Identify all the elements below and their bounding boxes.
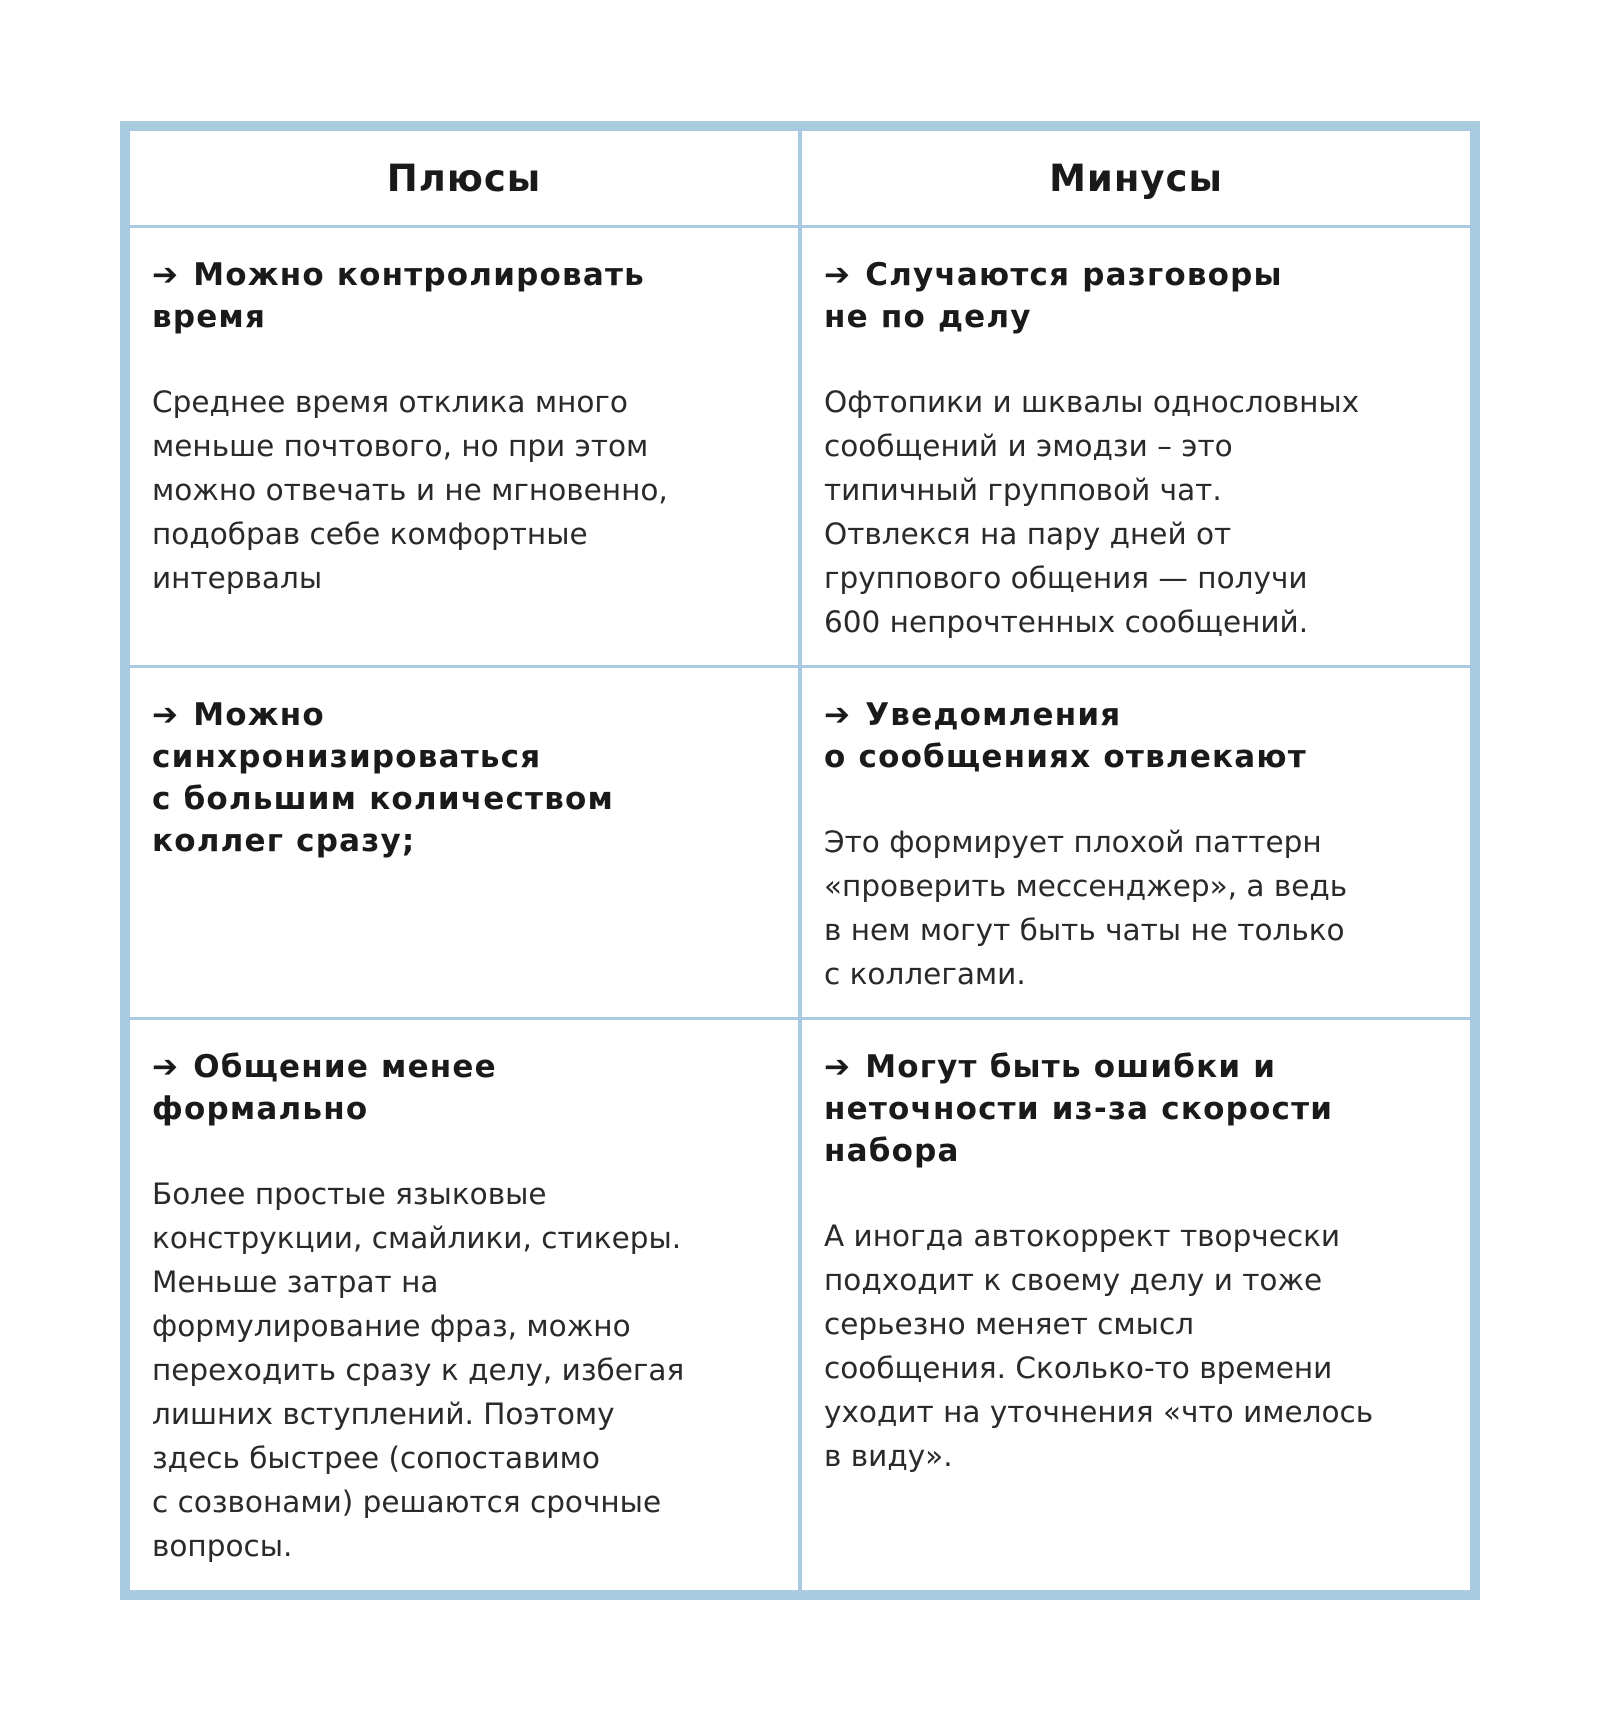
pro-cell-2: [130, 668, 798, 1017]
pro-title-1: [152, 254, 778, 338]
pro-text-3: Более простые языковые конструкции, смайлики, стикеры. Меньше затрат на формулирование фраз, можно переходить сразу к делу, избегая лишних вступлений. Поэтому здесь быстрее (сопоставимо с созвонами) решаются срочные вопросы.: [152, 1177, 685, 1563]
con-title-2: [824, 694, 1450, 778]
pro-title-3: [152, 1046, 778, 1130]
con-title-1: [824, 254, 1450, 338]
con-text-2: Это формирует плохой паттерн «проверить мессенджер», а ведь в нем могут быть чаты не только с коллегами.: [824, 825, 1348, 991]
con-title-3-text: Могут быть ошибки и неточности из-за скорости набора: [824, 1049, 1334, 1169]
con-text-1: Офтопики и шквалы однословных сообщений и эмодзи – это типичный групповой чат. Отвлекся на пару дней от группового общения — получи 600 непрочтенных сообщений.: [824, 385, 1360, 639]
con-title-2-text: Уведомления о сообщениях отвлекают: [824, 697, 1307, 775]
header-cons-title: Минусы: [1049, 156, 1223, 200]
arrow-right-icon: ➔: [152, 1049, 180, 1085]
con-cell-3: [802, 1020, 1470, 1590]
con-title-1-text: Случаются разговоры не по делу: [824, 257, 1283, 335]
con-cell-2: [802, 668, 1470, 1017]
pro-cell-3: [130, 1020, 798, 1590]
header-pros: [130, 131, 798, 225]
pro-title-2-text: Можно синхронизироваться с большим количеством коллег сразу;: [152, 697, 615, 859]
arrow-right-icon: ➔: [152, 257, 180, 293]
con-title-3: [824, 1046, 1450, 1172]
con-cell-1: [802, 228, 1470, 665]
pro-title-1-text: Можно контролировать время: [152, 257, 645, 335]
arrow-right-icon: ➔: [824, 1049, 852, 1085]
header-pros-title: Плюсы: [386, 156, 542, 200]
pros-cons-table: [120, 121, 1480, 1600]
arrow-right-icon: ➔: [824, 697, 852, 733]
arrow-right-icon: ➔: [824, 257, 852, 293]
pro-cell-1: [130, 228, 798, 665]
pro-title-3-text: Общение менее формально: [152, 1049, 497, 1127]
pro-title-2: [152, 694, 778, 862]
con-text-3: А иногда автокоррект творчески подходит к своему делу и тоже серьезно меняет смысл сообщения. Сколько-то времени уходит на уточнения «что имелось в виду».: [824, 1219, 1374, 1473]
arrow-right-icon: ➔: [152, 697, 180, 733]
header-cons: [802, 131, 1470, 225]
pro-text-1: Среднее время отклика много меньше почтового, но при этом можно отвечать и не мгновенно, подобрав себе комфортные интервалы: [152, 385, 668, 595]
